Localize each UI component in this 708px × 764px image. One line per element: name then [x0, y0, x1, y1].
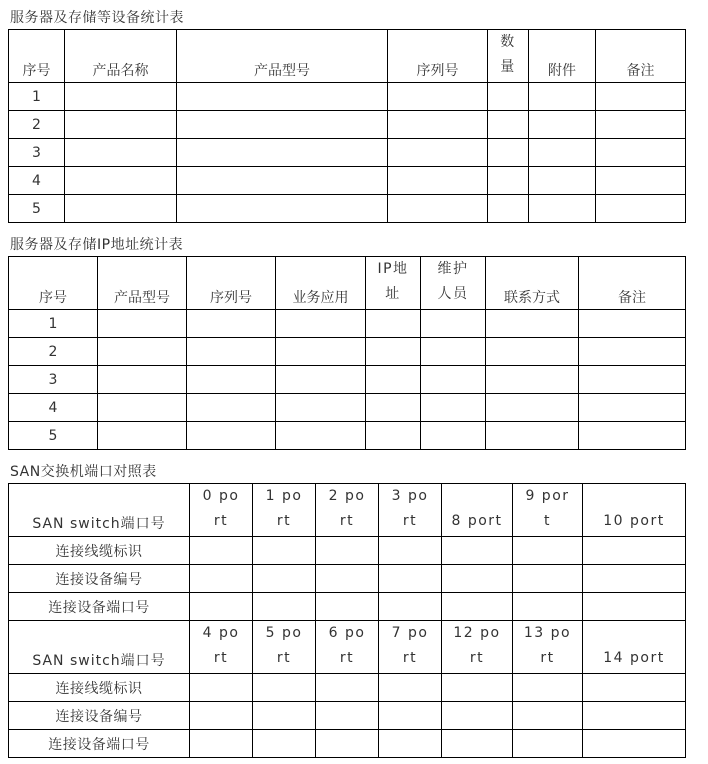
table-row — [9, 702, 686, 730]
cell[interactable] — [379, 537, 442, 565]
cell[interactable] — [442, 702, 513, 730]
port-cell — [190, 484, 253, 537]
port-cell — [513, 484, 583, 537]
cell[interactable] — [253, 537, 316, 565]
cell[interactable] — [187, 338, 276, 366]
cell[interactable] — [388, 195, 488, 223]
cell[interactable] — [488, 83, 529, 111]
row-label-device-port: 连接设备端口号 — [9, 593, 190, 621]
cell[interactable] — [366, 422, 421, 450]
cell[interactable] — [486, 366, 579, 394]
row-number: 4 — [9, 394, 98, 422]
port-line1: 6 po — [328, 625, 366, 641]
col-maint-line2: 人员 — [437, 286, 469, 302]
cell[interactable] — [513, 565, 583, 593]
row-label-device-port: 连接设备端口号 — [9, 730, 190, 758]
cell[interactable] — [190, 537, 253, 565]
cell[interactable] — [276, 422, 366, 450]
cell[interactable] — [187, 422, 276, 450]
port-line2: rt — [402, 513, 418, 529]
table-row — [9, 338, 686, 366]
cell[interactable] — [486, 394, 579, 422]
san-switch-table — [8, 483, 686, 758]
port-line2: rt — [339, 513, 355, 529]
row-number: 5 — [9, 422, 98, 450]
col-product-model: 产品型号 — [177, 30, 388, 83]
cell[interactable] — [316, 702, 379, 730]
col-note: 备注 — [579, 257, 686, 310]
row-label-cable-id: 连接线缆标识 — [9, 537, 190, 565]
table2-title: 服务器及存储IP地址统计表 — [10, 237, 184, 253]
cell[interactable] — [486, 422, 579, 450]
cell[interactable] — [583, 702, 686, 730]
cell[interactable] — [442, 593, 513, 621]
cell[interactable] — [316, 674, 379, 702]
port-line1: 1 po — [265, 488, 303, 504]
cell[interactable] — [442, 730, 513, 758]
cell[interactable] — [65, 195, 177, 223]
port-line1: 0 po — [202, 488, 240, 504]
cell[interactable] — [253, 593, 316, 621]
switch-port-header-row — [9, 621, 686, 674]
cell[interactable] — [421, 310, 486, 338]
cell[interactable] — [177, 139, 388, 167]
row-number: 3 — [9, 366, 98, 394]
cell[interactable] — [579, 338, 686, 366]
table-row — [9, 730, 686, 758]
row-number: 5 — [9, 195, 65, 223]
cell[interactable] — [583, 593, 686, 621]
cell[interactable] — [98, 338, 187, 366]
cell[interactable] — [421, 394, 486, 422]
table2-header-row — [9, 257, 686, 310]
cell[interactable] — [253, 702, 316, 730]
col-quantity-line2: 量 — [500, 59, 516, 75]
cell[interactable] — [187, 366, 276, 394]
cell[interactable] — [253, 674, 316, 702]
table-row — [9, 310, 686, 338]
cell[interactable] — [529, 195, 596, 223]
port-line2: rt — [276, 513, 292, 529]
cell[interactable] — [583, 565, 686, 593]
cell[interactable] — [513, 537, 583, 565]
cell[interactable] — [98, 422, 187, 450]
col-ip-line1: IP地 — [377, 261, 409, 277]
port-line2: rt — [276, 650, 292, 666]
table-row — [9, 366, 686, 394]
port-cell — [442, 621, 513, 674]
cell[interactable] — [65, 83, 177, 111]
cell[interactable] — [190, 730, 253, 758]
cell[interactable] — [276, 310, 366, 338]
cell[interactable] — [488, 111, 529, 139]
cell[interactable] — [596, 83, 686, 111]
port-line1: 7 po — [391, 625, 429, 641]
port-line2: rt — [540, 650, 555, 666]
cell[interactable] — [579, 310, 686, 338]
cell[interactable] — [486, 338, 579, 366]
port-line1: 13 po — [523, 625, 572, 641]
table-row — [9, 565, 686, 593]
cell[interactable] — [366, 394, 421, 422]
cell[interactable] — [379, 565, 442, 593]
port-line1: 4 po — [202, 625, 240, 641]
cell[interactable] — [388, 111, 488, 139]
cell[interactable] — [442, 565, 513, 593]
row-label-device-number: 连接设备编号 — [9, 702, 190, 730]
cell[interactable] — [366, 338, 421, 366]
cell[interactable] — [379, 702, 442, 730]
row-number: 4 — [9, 167, 65, 195]
port-line2: rt — [402, 650, 418, 666]
cell[interactable] — [253, 565, 316, 593]
cell[interactable] — [276, 338, 366, 366]
cell[interactable] — [579, 422, 686, 450]
port-line2: rt — [213, 650, 229, 666]
port-cell — [583, 484, 686, 537]
cell[interactable] — [529, 111, 596, 139]
table-row — [9, 83, 686, 111]
cell[interactable] — [177, 83, 388, 111]
cell[interactable] — [98, 366, 187, 394]
cell[interactable] — [65, 167, 177, 195]
port-line2: rt — [213, 513, 229, 529]
cell[interactable] — [388, 167, 488, 195]
table-row — [9, 674, 686, 702]
cell[interactable] — [583, 537, 686, 565]
ip-table — [8, 256, 686, 450]
cell[interactable] — [513, 593, 583, 621]
cell[interactable] — [488, 139, 529, 167]
port-line2: rt — [469, 650, 485, 666]
cell[interactable] — [190, 593, 253, 621]
cell[interactable] — [596, 195, 686, 223]
port-cell — [583, 621, 686, 674]
table-row — [9, 394, 686, 422]
cell[interactable] — [442, 537, 513, 565]
col-quantity-line1: 数 — [500, 34, 516, 50]
col-seq: 序号 — [9, 257, 98, 310]
table1-title: 服务器及存储等设备统计表 — [10, 10, 184, 26]
col-product-model: 产品型号 — [98, 257, 187, 310]
port-cell — [379, 621, 442, 674]
cell[interactable] — [596, 111, 686, 139]
cell[interactable] — [65, 111, 177, 139]
cell[interactable] — [366, 310, 421, 338]
cell[interactable] — [579, 394, 686, 422]
cell[interactable] — [583, 730, 686, 758]
cell[interactable] — [190, 565, 253, 593]
col-business-app: 业务应用 — [276, 257, 366, 310]
cell[interactable] — [316, 537, 379, 565]
cell[interactable] — [513, 674, 583, 702]
col-contact: 联系方式 — [486, 257, 579, 310]
cell[interactable] — [379, 730, 442, 758]
table-row — [9, 422, 686, 450]
port-cell — [253, 484, 316, 537]
table-row — [9, 593, 686, 621]
row-number: 2 — [9, 338, 98, 366]
cell[interactable] — [442, 674, 513, 702]
col-serial: 序列号 — [388, 30, 488, 83]
cell[interactable] — [177, 167, 388, 195]
table-row — [9, 537, 686, 565]
port-cell — [442, 484, 513, 537]
col-ip-address — [366, 257, 421, 310]
col-quantity — [488, 30, 529, 83]
row-number: 1 — [9, 83, 65, 111]
table1-header-row — [9, 30, 686, 83]
col-ip-line2: 址 — [385, 286, 401, 302]
cell[interactable] — [486, 310, 579, 338]
cell[interactable] — [529, 83, 596, 111]
cell[interactable] — [421, 422, 486, 450]
cell[interactable] — [190, 702, 253, 730]
cell[interactable] — [488, 167, 529, 195]
table-row — [9, 139, 686, 167]
port-cell — [253, 621, 316, 674]
cell[interactable] — [316, 593, 379, 621]
cell[interactable] — [98, 394, 187, 422]
cell[interactable] — [187, 394, 276, 422]
cell[interactable] — [596, 139, 686, 167]
port-line2: 8 port — [451, 513, 503, 529]
table3-title: SAN交换机端口对照表 — [10, 464, 157, 480]
table-row — [9, 111, 686, 139]
cell[interactable] — [276, 366, 366, 394]
cell[interactable] — [366, 366, 421, 394]
col-maintainer — [421, 257, 486, 310]
cell[interactable] — [177, 111, 388, 139]
switch-port-label: SAN switch端口号 — [9, 621, 190, 674]
port-cell — [379, 484, 442, 537]
col-note: 备注 — [596, 30, 686, 83]
device-table — [8, 29, 686, 223]
cell[interactable] — [379, 674, 442, 702]
port-line2: 14 port — [603, 650, 665, 666]
row-label-cable-id: 连接线缆标识 — [9, 674, 190, 702]
cell[interactable] — [513, 730, 583, 758]
cell[interactable] — [177, 195, 388, 223]
cell[interactable] — [529, 139, 596, 167]
cell[interactable] — [190, 674, 253, 702]
port-line1: 2 po — [328, 488, 366, 504]
port-line2: t — [544, 513, 551, 529]
port-line1: 12 po — [453, 625, 501, 641]
cell[interactable] — [421, 366, 486, 394]
port-line2: 10 port — [603, 513, 665, 529]
table-row — [9, 195, 686, 223]
cell[interactable] — [421, 338, 486, 366]
port-cell — [513, 621, 583, 674]
cell[interactable] — [316, 565, 379, 593]
col-product-name: 产品名称 — [65, 30, 177, 83]
cell[interactable] — [388, 139, 488, 167]
table-row — [9, 167, 686, 195]
col-accessory: 附件 — [529, 30, 596, 83]
cell[interactable] — [379, 593, 442, 621]
row-number: 3 — [9, 139, 65, 167]
cell[interactable] — [596, 167, 686, 195]
col-serial: 序列号 — [187, 257, 276, 310]
col-seq: 序号 — [9, 30, 65, 83]
port-line1: 3 po — [391, 488, 429, 504]
row-number: 2 — [9, 111, 65, 139]
port-cell — [190, 621, 253, 674]
cell[interactable] — [98, 310, 187, 338]
switch-port-header-row — [9, 484, 686, 537]
port-line1: 9 por — [525, 488, 570, 504]
cell[interactable] — [316, 730, 379, 758]
port-cell — [316, 621, 379, 674]
cell[interactable] — [276, 394, 366, 422]
cell[interactable] — [65, 139, 177, 167]
cell[interactable] — [488, 195, 529, 223]
row-number: 1 — [9, 310, 98, 338]
cell[interactable] — [388, 83, 488, 111]
row-label-device-number: 连接设备编号 — [9, 565, 190, 593]
cell[interactable] — [579, 366, 686, 394]
port-line2: rt — [339, 650, 355, 666]
port-cell — [316, 484, 379, 537]
col-maint-line1: 维护 — [437, 261, 469, 277]
cell[interactable] — [583, 674, 686, 702]
cell[interactable] — [187, 310, 276, 338]
cell[interactable] — [253, 730, 316, 758]
cell[interactable] — [529, 167, 596, 195]
cell[interactable] — [513, 702, 583, 730]
switch-port-label: SAN switch端口号 — [9, 484, 190, 537]
port-line1: 5 po — [265, 625, 303, 641]
